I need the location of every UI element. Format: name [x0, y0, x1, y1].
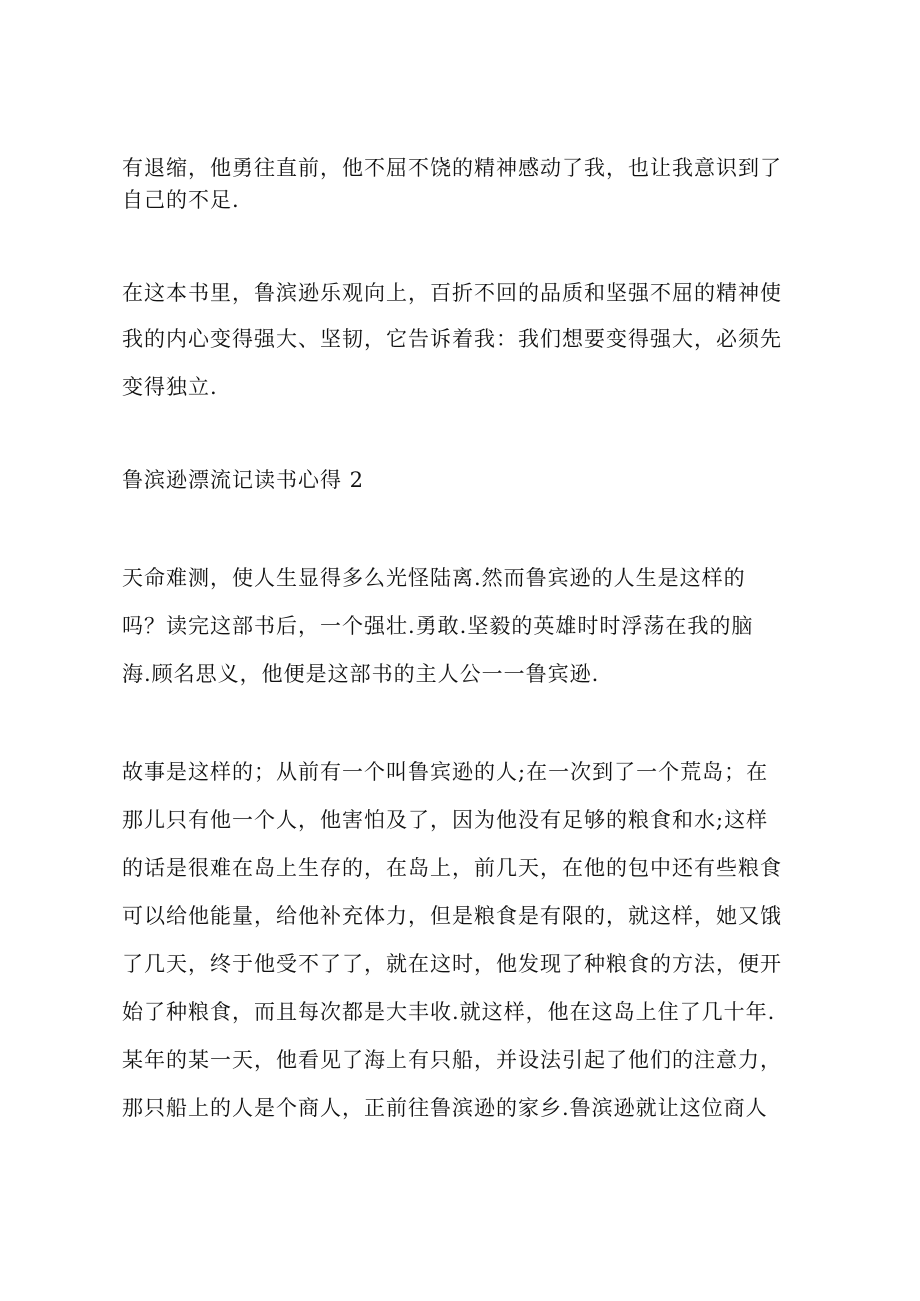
paragraph4-line-3: 的话是很难在岛上生存的，在岛上，前几天，在他的包中还有些粮食: [122, 856, 782, 880]
paragraph2-line-3: 变得独立.: [122, 375, 218, 399]
paragraph2-line-1: 在这本书里，鲁滨逊乐观向上，百折不回的品质和坚强不屈的精神使: [122, 281, 782, 305]
paragraph4-line-1: 故事是这样的；从前有一个叫鲁宾逊的人;在一次到了一个荒岛；在: [122, 760, 769, 784]
paragraph3-line-2: 吗？读完这部书后，一个强壮.勇敢.坚毅的英雄时时浮荡在我的脑: [122, 614, 754, 638]
section-heading: 鲁滨逊漂流记读书心得 2: [122, 468, 365, 492]
paragraph3-line-1: 天命难测，使人生显得多么光怪陆离.然而鲁宾逊的人生是这样的: [122, 566, 746, 590]
paragraph4-line-7: 某年的某一天，他看见了海上有只船，并设法引起了他们的注意力，: [122, 1048, 782, 1072]
paragraph4-line-2: 那儿只有他一个人，他害怕及了，因为他没有足够的粮食和水;这样: [122, 808, 769, 832]
paragraph1-line-2: 自己的不足.: [122, 188, 240, 212]
paragraph3-line-3: 海.顾名思义，他便是这部书的主人公一一鲁宾逊.: [122, 662, 600, 686]
paragraph4-line-4: 可以给他能量，给他补充体力，但是粮食是有限的，就这样，她又饿: [122, 904, 782, 928]
paragraph2-line-2: 我的内心变得强大、坚韧，它告诉着我：我们想要变得强大，必须先: [122, 327, 782, 351]
paragraph4-line-8: 那只船上的人是个商人，正前往鲁滨逊的家乡.鲁滨逊就让这位商人: [122, 1096, 768, 1120]
paragraph4-line-6: 始了种粮食，而且每次都是大丰收.就这样，他在这岛上住了几十年.: [122, 1000, 776, 1024]
paragraph1-line-1: 有退缩，他勇往直前，他不屈不饶的精神感动了我，也让我意识到了: [122, 156, 782, 180]
paragraph4-line-5: 了几天，终于他受不了了，就在这时，他发现了种粮食的方法，便开: [122, 952, 782, 976]
